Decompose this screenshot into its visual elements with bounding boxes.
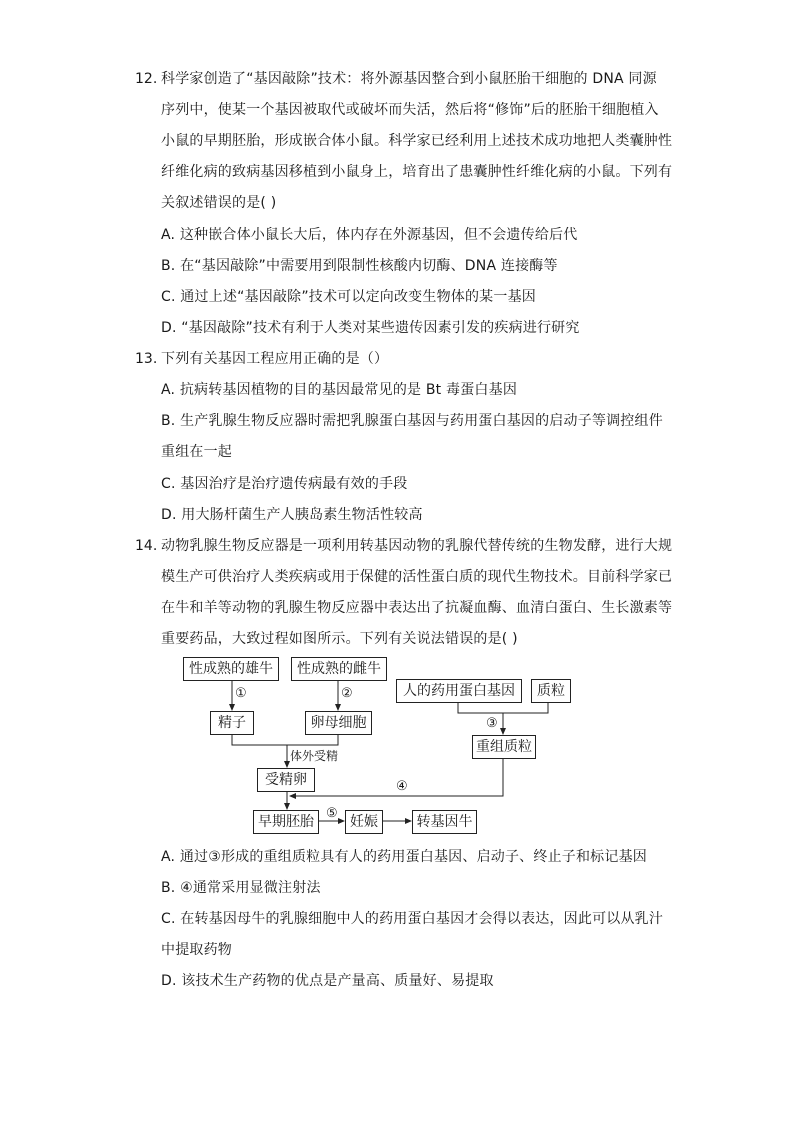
arrowhead [405,818,412,824]
option-c: C. 在转基因母牛的乳腺细胞中人的药用蛋白基因才会得以表达，因此可以从乳汁 [161,911,664,927]
option-d: D. “基因敲除”技术有利于人类对某些遗传因素引发的疾病进行研究 [161,320,580,336]
option-c: C. 基因治疗是治疗遗传病最有效的手段 [161,476,408,492]
question-stem-line: 下列有关基因工程应用正确的是（） [161,351,389,367]
option-d: D. 用大肠杆菌生产人胰岛素生物活性较高 [161,507,423,523]
option-b: B. ④通常采用显微注射法 [161,880,321,896]
question-stem-line: 序列中，使某一个基因被取代或破坏而失活，然后将“修饰”后的胚胎干细胞植入 [161,102,659,118]
label-step-4: ④ [396,779,408,794]
box-human-gene: 人的药用蛋白基因 [396,679,522,703]
arrowhead [229,704,235,711]
box-early-embryo: 早期胚胎 [253,810,319,834]
arrowhead [338,818,345,824]
label-step-3: ③ [486,716,498,731]
question-number: 13. [135,351,158,367]
arrowhead [289,793,296,799]
option-b: B. 生产乳腺生物反应器时需把乳腺蛋白基因与药用蛋白基因的启动子等调控组件 [161,413,663,429]
label-step-1: ① [235,686,247,701]
box-transgenic-cattle: 转基因牛 [412,810,477,834]
option-c-continued: 中提取药物 [161,942,232,958]
question-stem-line: 纤维化病的致病基因移植到小鼠身上，培育出了患囊肿性纤维化病的小鼠。下列有 [161,164,673,180]
label-step-2: ② [341,686,353,701]
box-oocyte: 卵母细胞 [305,711,372,735]
question-stem-line: 重要药品，大致过程如图所示。下列有关说法错误的是( ) [161,631,518,647]
question-stem-line: 在牛和羊等动物的乳腺生物反应器中表达出了抗凝血酶、血清白蛋白、生长激素等 [161,600,673,616]
box-male-cattle: 性成熟的雄牛 [183,657,279,681]
box-recombinant-plasmid: 重组质粒 [472,735,536,759]
box-female-cattle: 性成熟的雌牛 [291,657,387,681]
option-a: A. 通过③形成的重组质粒具有人的药用蛋白基因、启动子、终止子和标记基因 [161,849,647,865]
option-a: A. 这种嵌合体小鼠长大后，体内存在外源基因，但不会遗传给后代 [161,227,578,243]
box-plasmid: 质粒 [531,679,571,703]
box-pregnancy: 妊娠 [345,810,383,834]
question-number: 12. [135,71,158,87]
option-c: C. 通过上述“基因敲除”技术可以定向改变生物体的某一基因 [161,289,536,305]
question-number: 14. [135,538,158,554]
arrowhead [284,803,290,810]
option-d: D. 该技术生产药物的优点是产量高、质量好、易提取 [161,973,494,989]
question-stem-line: 动物乳腺生物反应器是一项利用转基因动物的乳腺代替传统的生物发酵，进行大规 [161,538,673,554]
label-step-5: ⑤ [326,806,338,821]
option-a: A. 抗病转基因植物的目的基因最常见的是 Bt 毒蛋白基因 [161,382,518,398]
question-stem-line: 关叙述错误的是( ) [161,195,277,211]
merge-line-ivf [232,734,338,745]
question-stem-line: 科学家创造了“基因敲除”技术：将外源基因整合到小鼠胚胎干细胞的 DNA 同源 [161,71,657,87]
arrowhead [500,728,506,735]
label-ivf: 体外受精 [290,749,339,763]
question-stem-line: 小鼠的早期胚胎，形成嵌合体小鼠。科学家已经利用上述技术成功地把人类囊肿性 [161,133,673,149]
option-b: B. 在“基因敲除”中需要用到限制性核酸内切酶、DNA 连接酶等 [161,258,558,274]
arrowhead [335,704,341,711]
box-sperm: 精子 [210,711,254,735]
box-zygote: 受精卵 [257,768,315,792]
option-b-continued: 重组在一起 [161,444,232,460]
question-stem-line: 模生产可供治疗人类疾病或用于保健的活性蛋白质的现代生物技术。目前科学家已 [161,569,673,585]
